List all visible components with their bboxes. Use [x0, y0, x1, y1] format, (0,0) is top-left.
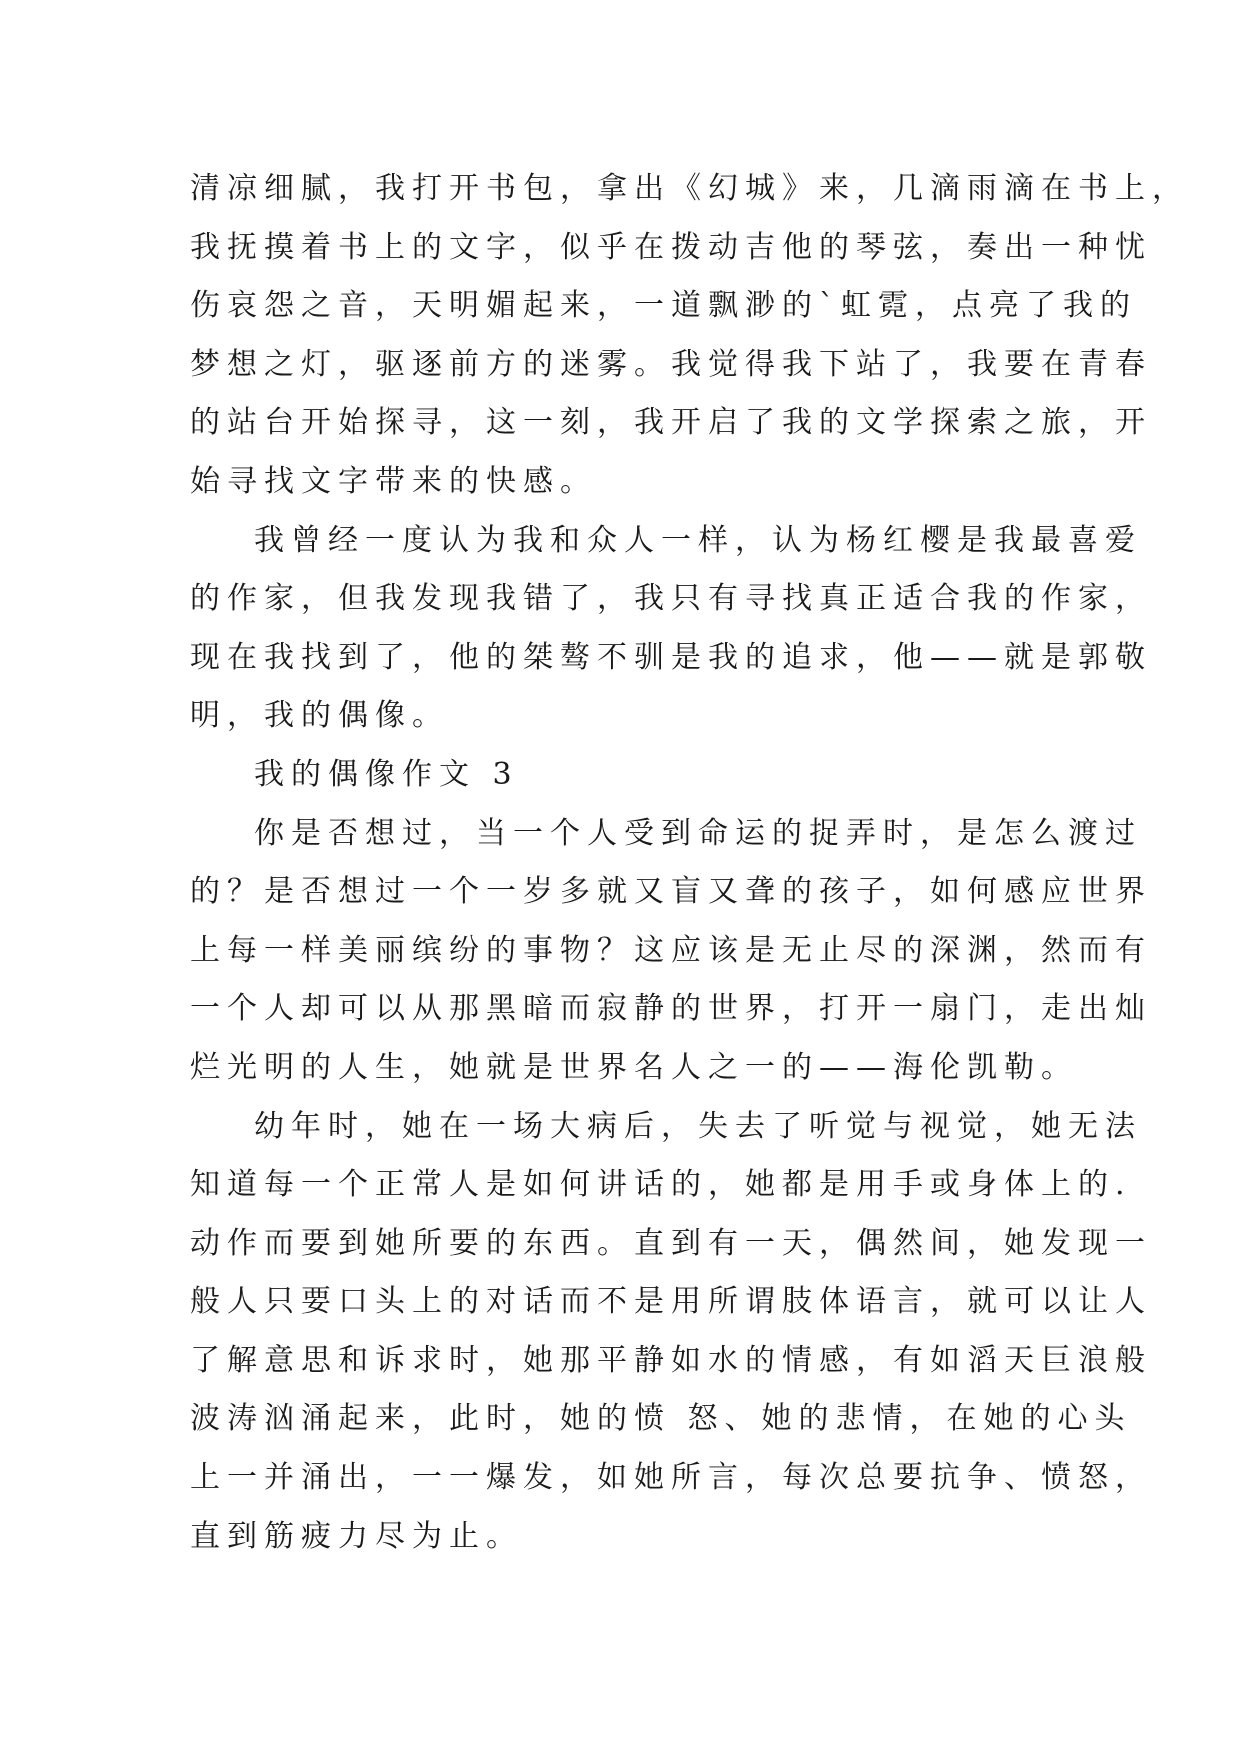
text-line: 清凉细腻，我打开书包，拿出《幻城》来，几滴雨滴在书上，	[190, 171, 1189, 206]
text-line: 幼年时，她在一场大病后，失去了听觉与视觉，她无法	[254, 1108, 1142, 1144]
text-line: 波涛汹涌起来，此时，她的愤 怒、她的悲情，在她的心头	[190, 1401, 1132, 1437]
text-line: 的作家，但我发现我错了，我只有寻找真正适合我的作家，	[190, 581, 1152, 617]
text-line: 你是否想过，当一个人受到命运的捉弄时，是怎么渡过	[254, 815, 1142, 851]
text-line: 知道每一个正常人是如何讲话的，她都是用手或身体上的.	[190, 1167, 1132, 1203]
text-line: 伤哀怨之音，天明媚起来，一道飘渺的`虹霓，点亮了我的	[190, 288, 1137, 324]
text-line: 直到筋疲力尽为止。	[190, 1518, 523, 1554]
text-line: 上一并涌出，一一爆发，如她所言，每次总要抗争、愤怒，	[190, 1460, 1152, 1496]
text-line: 我的偶像作文 3	[254, 756, 519, 792]
text-line: 梦想之灯，驱逐前方的迷雾。我觉得我下站了，我要在青春	[190, 346, 1152, 382]
text-line: 动作而要到她所要的东西。直到有一天，偶然间，她发现一	[190, 1225, 1152, 1261]
text-line: 了解意思和诉求时，她那平静如水的情感，有如滔天巨浪般	[190, 1342, 1152, 1378]
text-line: 始寻找文字带来的快感。	[190, 463, 597, 499]
text-line: 现在我找到了，他的桀骜不驯是我的追求，他——就是郭敬	[190, 639, 1152, 675]
text-line: 明，我的偶像。	[190, 698, 449, 734]
text-line: 烂光明的人生，她就是世界名人之一的——海伦凯勒。	[190, 1049, 1078, 1085]
text-line: 的站台开始探寻，这一刻，我开启了我的文学探索之旅，开	[190, 405, 1152, 441]
text-line: 般人只要口头上的对话而不是用所谓肢体语言，就可以让人	[190, 1284, 1152, 1320]
text-line: 我抚摸着书上的文字，似乎在拨动吉他的琴弦，奏出一种忧	[190, 229, 1152, 265]
text-line: 的？是否想过一个一岁多就又盲又聋的孩子，如何感应世界	[190, 874, 1152, 910]
document-body	[190, 160, 1189, 1566]
text-line: 上每一样美丽缤纷的事物？这应该是无止尽的深渊，然而有	[190, 932, 1152, 968]
text-line: 一个人却可以从那黑暗而寂静的世界，打开一扇门，走出灿	[190, 991, 1152, 1027]
text-line: 我曾经一度认为我和众人一样，认为杨红樱是我最喜爱	[254, 522, 1142, 558]
